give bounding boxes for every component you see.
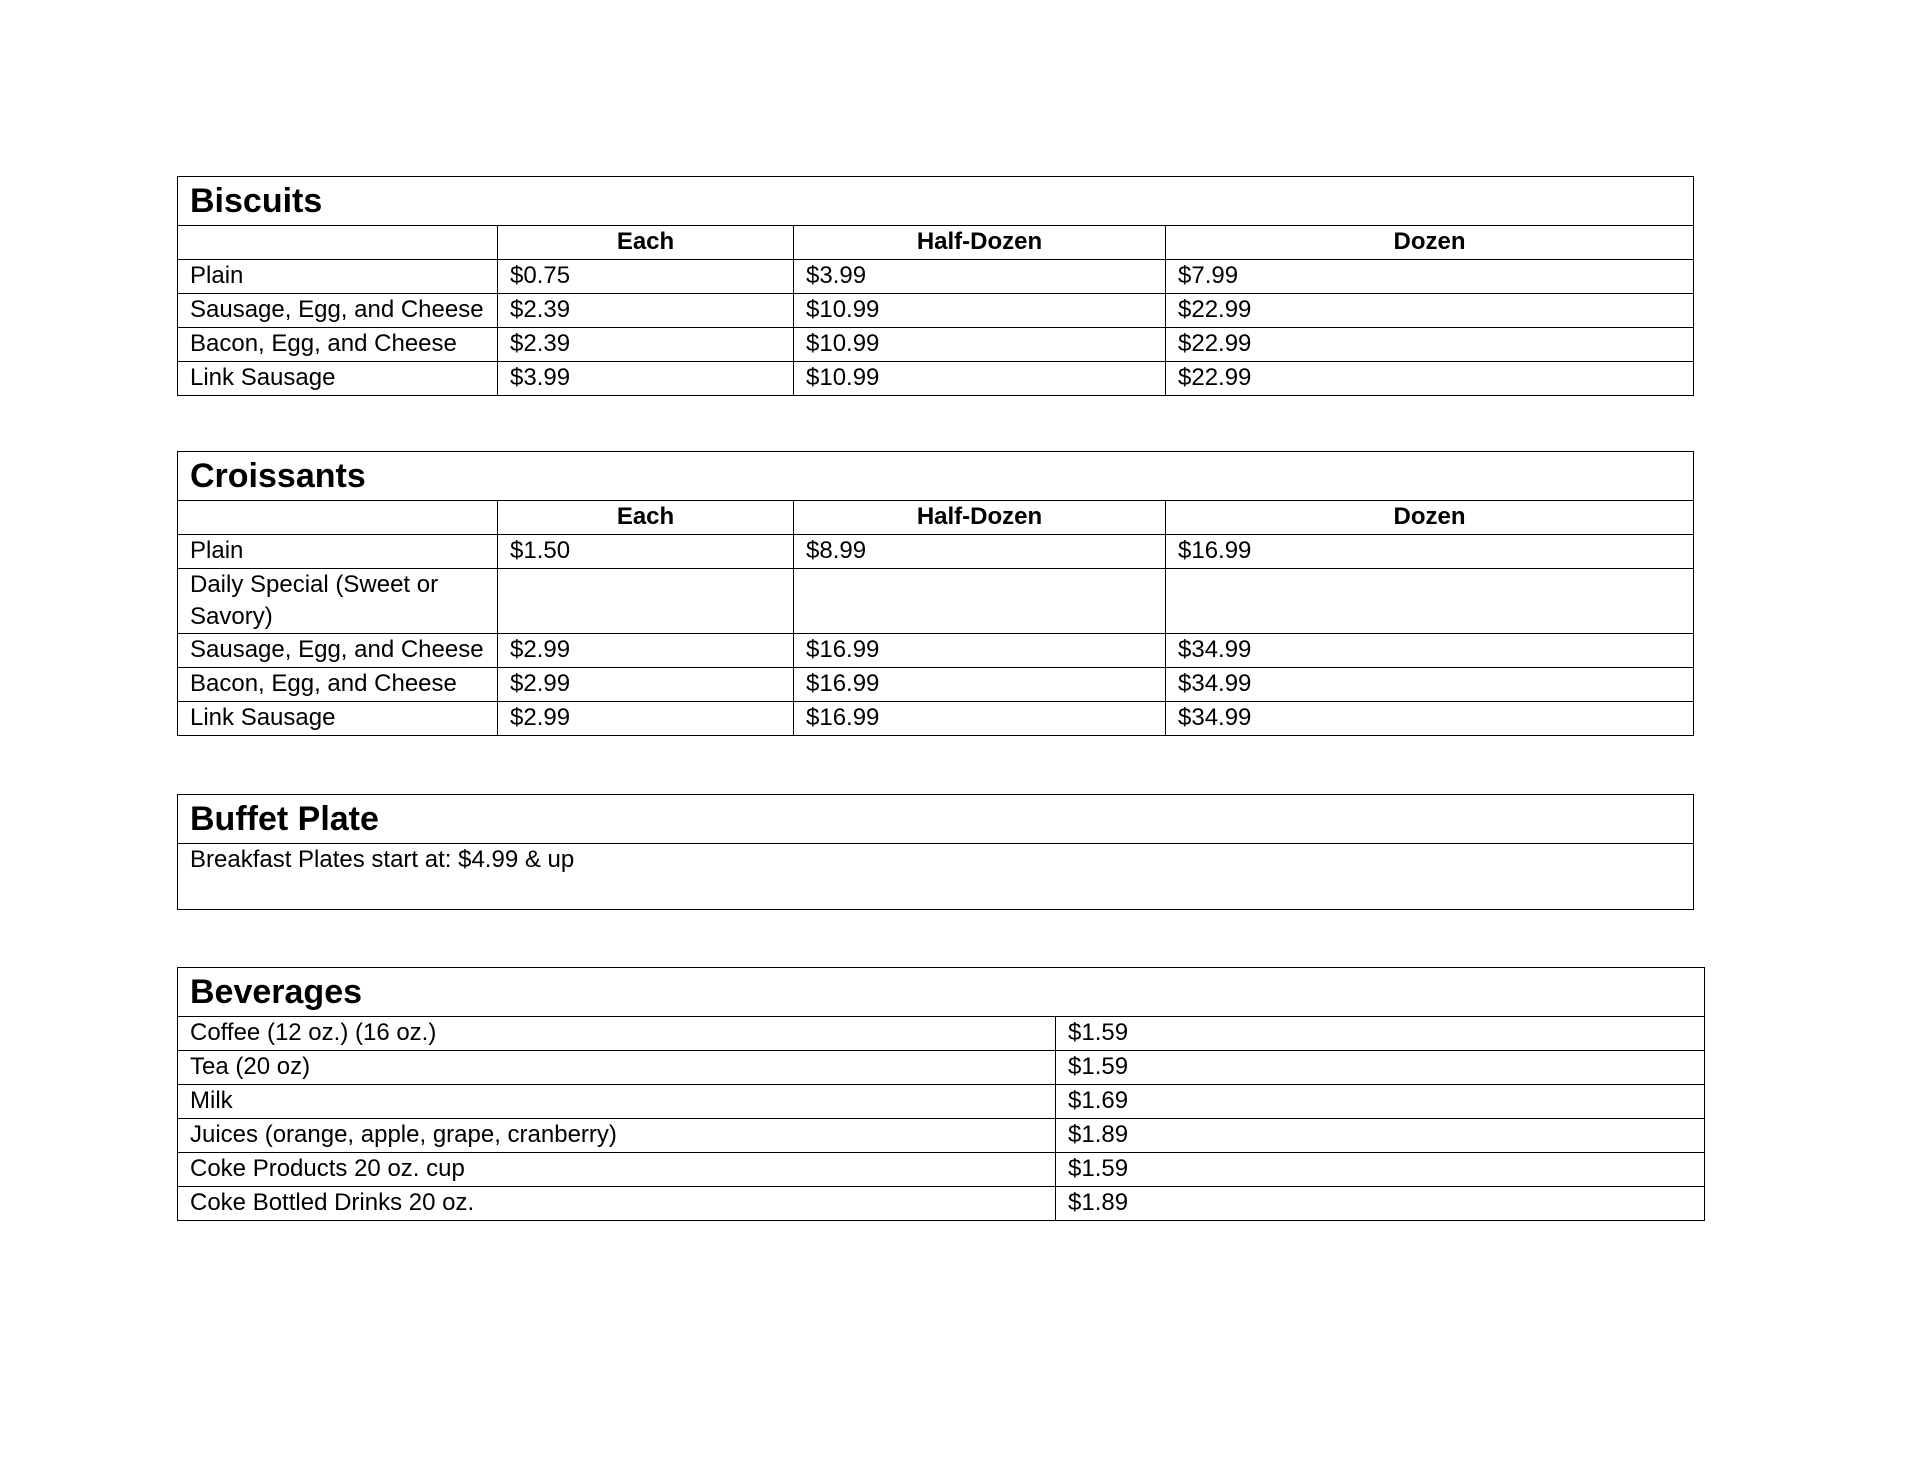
price: $1.59 (1056, 1051, 1705, 1085)
item-name: Coke Products 20 oz. cup (178, 1153, 1056, 1187)
item-name: Bacon, Egg, and Cheese (178, 328, 498, 362)
price-half-dozen (794, 569, 1166, 634)
table-row (178, 1119, 1705, 1153)
header-cell-empty (178, 501, 498, 535)
price-dozen: $22.99 (1166, 328, 1694, 362)
price: $1.59 (1056, 1153, 1705, 1187)
section-title: Beverages (178, 968, 1705, 1017)
item-name: Coke Bottled Drinks 20 oz. (178, 1187, 1056, 1221)
price-half-dozen: $8.99 (794, 535, 1166, 569)
table-row (178, 535, 1694, 569)
price-dozen: $22.99 (1166, 362, 1694, 396)
biscuits-table (177, 176, 1694, 396)
price-each: $2.99 (498, 702, 794, 736)
table-row (178, 634, 1694, 668)
table-row (178, 328, 1694, 362)
column-header-half-dozen: Half-Dozen (794, 226, 1166, 260)
column-header-dozen: Dozen (1166, 226, 1694, 260)
price-half-dozen: $10.99 (794, 328, 1166, 362)
price-half-dozen: $3.99 (794, 260, 1166, 294)
croissants-header-row (178, 501, 1694, 535)
price-half-dozen: $16.99 (794, 702, 1166, 736)
price-each: $2.39 (498, 294, 794, 328)
price: $1.89 (1056, 1119, 1705, 1153)
price-each: $2.39 (498, 328, 794, 362)
item-name: Tea (20 oz) (178, 1051, 1056, 1085)
item-name: Sausage, Egg, and Cheese (178, 634, 498, 668)
section-title: Croissants (178, 452, 1694, 501)
table-row (178, 1187, 1705, 1221)
price-half-dozen: $10.99 (794, 294, 1166, 328)
buffet-description: Breakfast Plates start at: $4.99 & up (178, 844, 1694, 910)
price-each: $2.99 (498, 668, 794, 702)
buffet-table (177, 794, 1694, 910)
croissants-table (177, 451, 1694, 736)
price: $1.89 (1056, 1187, 1705, 1221)
section-title: Buffet Plate (178, 795, 1694, 844)
price-dozen: $34.99 (1166, 634, 1694, 668)
table-row (178, 569, 1694, 634)
section-title: Biscuits (178, 177, 1694, 226)
price: $1.69 (1056, 1085, 1705, 1119)
price-half-dozen: $16.99 (794, 668, 1166, 702)
table-row (178, 1085, 1705, 1119)
price-dozen: $7.99 (1166, 260, 1694, 294)
price-each: $2.99 (498, 634, 794, 668)
table-row (178, 362, 1694, 396)
item-name: Plain (178, 535, 498, 569)
item-name: Juices (orange, apple, grape, cranberry) (178, 1119, 1056, 1153)
table-row (178, 260, 1694, 294)
table-row (178, 1051, 1705, 1085)
beverages-table (177, 967, 1705, 1221)
table-row (178, 1017, 1705, 1051)
column-header-half-dozen: Half-Dozen (794, 501, 1166, 535)
table-row (178, 668, 1694, 702)
price-each: $3.99 (498, 362, 794, 396)
column-header-dozen: Dozen (1166, 501, 1694, 535)
price-dozen: $16.99 (1166, 535, 1694, 569)
price: $1.59 (1056, 1017, 1705, 1051)
price-dozen (1166, 569, 1694, 634)
item-name: Sausage, Egg, and Cheese (178, 294, 498, 328)
table-row (178, 702, 1694, 736)
item-name: Plain (178, 260, 498, 294)
price-each: $0.75 (498, 260, 794, 294)
item-name: Link Sausage (178, 702, 498, 736)
item-name: Bacon, Egg, and Cheese (178, 668, 498, 702)
buffet-title-row (178, 795, 1694, 844)
table-row (178, 294, 1694, 328)
header-cell-empty (178, 226, 498, 260)
price-half-dozen: $16.99 (794, 634, 1166, 668)
column-header-each: Each (498, 501, 794, 535)
item-name: Link Sausage (178, 362, 498, 396)
price-dozen: $34.99 (1166, 702, 1694, 736)
item-name: Milk (178, 1085, 1056, 1119)
price-each: $1.50 (498, 535, 794, 569)
price-dozen: $22.99 (1166, 294, 1694, 328)
biscuits-header-row (178, 226, 1694, 260)
price-each (498, 569, 794, 634)
item-name: Daily Special (Sweet or Savory) (178, 569, 498, 634)
biscuits-title-row (178, 177, 1694, 226)
price-half-dozen: $10.99 (794, 362, 1166, 396)
item-name: Coffee (12 oz.) (16 oz.) (178, 1017, 1056, 1051)
table-row (178, 844, 1694, 910)
croissants-title-row (178, 452, 1694, 501)
beverages-title-row (178, 968, 1705, 1017)
column-header-each: Each (498, 226, 794, 260)
table-row (178, 1153, 1705, 1187)
price-dozen: $34.99 (1166, 668, 1694, 702)
